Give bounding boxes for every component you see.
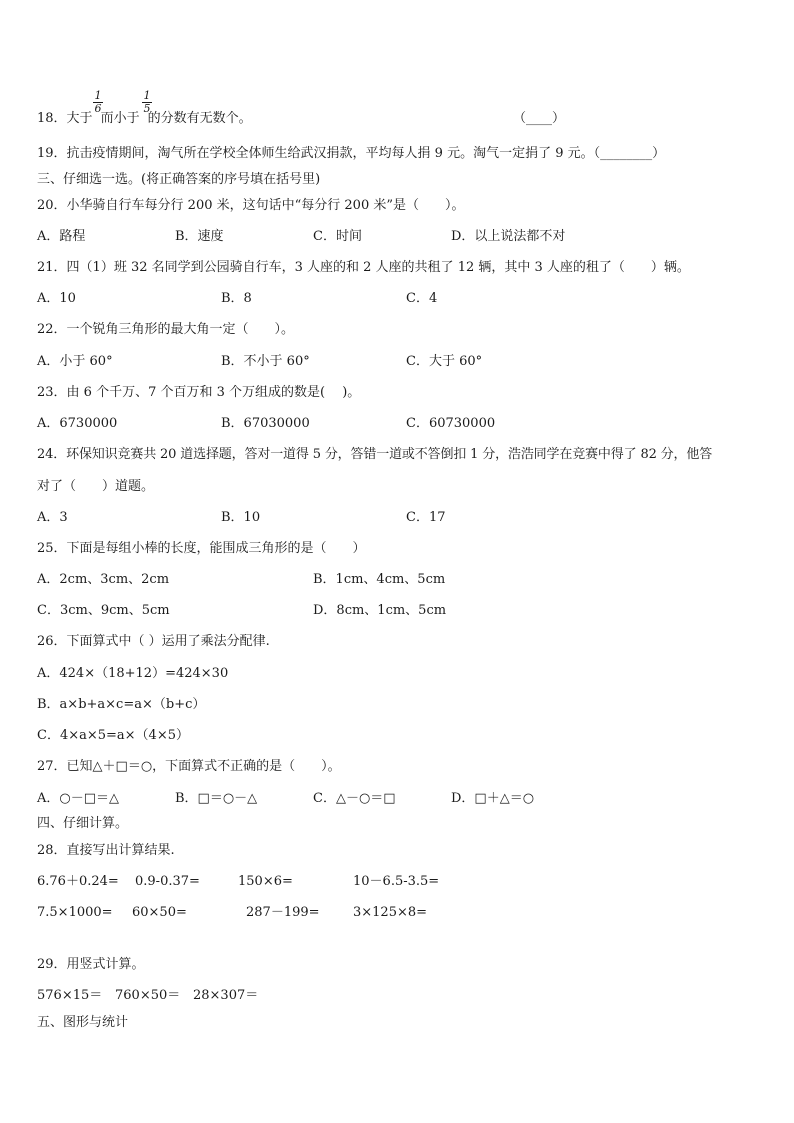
question-text-middle: 而小于 bbox=[100, 111, 140, 126]
section-title: 五、图形与统计 bbox=[37, 1015, 129, 1030]
option-c[interactable]: C．17 bbox=[406, 510, 446, 525]
calc-item: 10－6.5-3.5= bbox=[353, 874, 440, 889]
question-23: 23．由 6 个千万、7 个百万和 3 个万组成的数是( )。 bbox=[37, 385, 361, 400]
fraction-denominator: 5 bbox=[143, 102, 151, 115]
fraction-numerator: 1 bbox=[94, 89, 102, 102]
option-a[interactable]: A．2cm、3cm、2cm bbox=[37, 572, 170, 587]
calc-item: 760×50＝ bbox=[115, 988, 181, 1003]
option-c[interactable]: C．4×a×5=a×（4×5） bbox=[37, 728, 189, 743]
question-27: 27．已知△＋□＝○，下面算式不正确的是（ ）。 bbox=[37, 759, 341, 774]
question-24-line-2: 对了（ ）道题。 bbox=[37, 479, 155, 494]
question-28: 28．直接写出计算结果. bbox=[37, 843, 175, 858]
option-b[interactable]: B．67030000 bbox=[221, 416, 310, 431]
calc-item: 287－199= bbox=[246, 905, 320, 920]
option-d[interactable]: D．8cm、1cm、5cm bbox=[313, 603, 447, 618]
option-b[interactable]: B．1cm、4cm、5cm bbox=[313, 572, 446, 587]
option-b[interactable]: B．10 bbox=[221, 510, 261, 525]
option-a[interactable]: A．3 bbox=[37, 510, 68, 525]
option-c[interactable]: C．时间 bbox=[313, 229, 362, 244]
answer-blank[interactable]: （____） bbox=[513, 111, 566, 126]
option-d[interactable]: D．以上说法都不对 bbox=[451, 229, 566, 244]
option-b[interactable]: B．a×b+a×c=a×（b+c） bbox=[37, 697, 206, 712]
option-a[interactable]: A．○－□＝△ bbox=[37, 791, 120, 806]
option-c[interactable]: C．60730000 bbox=[406, 416, 496, 431]
question-24-line-1: 24．环保知识竞赛共 20 道选择题，答对一道得 5 分，答错一道或不答倒扣 1 分，浩浩同学在竞赛中得了 82 分，他答 bbox=[37, 447, 713, 462]
question-25: 25．下面是每组小棒的长度，能围成三角形的是（ ） bbox=[37, 541, 366, 556]
option-c[interactable]: C．4 bbox=[406, 291, 438, 306]
calc-item: 28×307＝ bbox=[193, 988, 259, 1003]
question-19: 19．抗击疫情期间，淘气所在学校全体师生给武汉捐款，平均每人捐 9 元。淘气一定捐了 9 元。（________） bbox=[37, 146, 666, 161]
option-d[interactable]: D．□＋△＝○ bbox=[451, 791, 535, 806]
option-a[interactable]: A．6730000 bbox=[37, 416, 118, 431]
calc-item: 150×6= bbox=[238, 874, 293, 889]
question-text-prefix: 大于 bbox=[66, 111, 93, 126]
question-number: 18． bbox=[37, 111, 67, 126]
calc-item: 6.76＋0.24= bbox=[37, 874, 119, 889]
option-a[interactable]: A．10 bbox=[37, 291, 76, 306]
option-b[interactable]: B．□＝○－△ bbox=[175, 791, 258, 806]
question-21: 21．四（1）班 32 名同学到公园骑自行车，3 人座的和 2 人座的共租了 12 辆，其中 3 人座的租了（ ）辆。 bbox=[37, 260, 690, 275]
calc-item: 3×125×8= bbox=[353, 905, 428, 920]
question-text-suffix: 的分数有无数个。 bbox=[147, 111, 252, 126]
calc-item: 0.9-0.37= bbox=[135, 874, 200, 889]
option-b[interactable]: B．速度 bbox=[175, 229, 224, 244]
option-b[interactable]: B．8 bbox=[221, 291, 252, 306]
question-26: 26．下面算式中（ ）运用了乘法分配律. bbox=[37, 634, 270, 649]
option-c[interactable]: C．△－○＝□ bbox=[313, 791, 396, 806]
option-c[interactable]: C．3cm、9cm、5cm bbox=[37, 603, 170, 618]
option-a[interactable]: A．小于 60° bbox=[37, 354, 113, 369]
section-title: 四、仔细计算。 bbox=[37, 816, 129, 831]
question-18 bbox=[37, 111, 252, 127]
question-20: 20．小华骑自行车每分行 200 米，这句话中“每分行 200 米”是（ ）。 bbox=[37, 198, 465, 213]
question-29: 29．用竖式计算。 bbox=[37, 957, 145, 972]
calc-item: 60×50= bbox=[132, 905, 187, 920]
option-c[interactable]: C．大于 60° bbox=[406, 354, 483, 369]
fraction-numerator: 1 bbox=[143, 89, 151, 102]
calc-item: 7.5×1000= bbox=[37, 905, 113, 920]
question-22: 22．一个锐角三角形的最大角一定（ ）。 bbox=[37, 322, 295, 337]
option-a[interactable]: A．路程 bbox=[37, 229, 86, 244]
option-b[interactable]: B．不小于 60° bbox=[221, 354, 310, 369]
calc-item: 576×15＝ bbox=[37, 988, 103, 1003]
section-title: 三、仔细选一选。(将正确答案的序号填在括号里) bbox=[37, 172, 321, 187]
fraction-denominator: 6 bbox=[94, 102, 102, 115]
option-a[interactable]: A．424×（18+12）=424×30 bbox=[37, 666, 229, 681]
